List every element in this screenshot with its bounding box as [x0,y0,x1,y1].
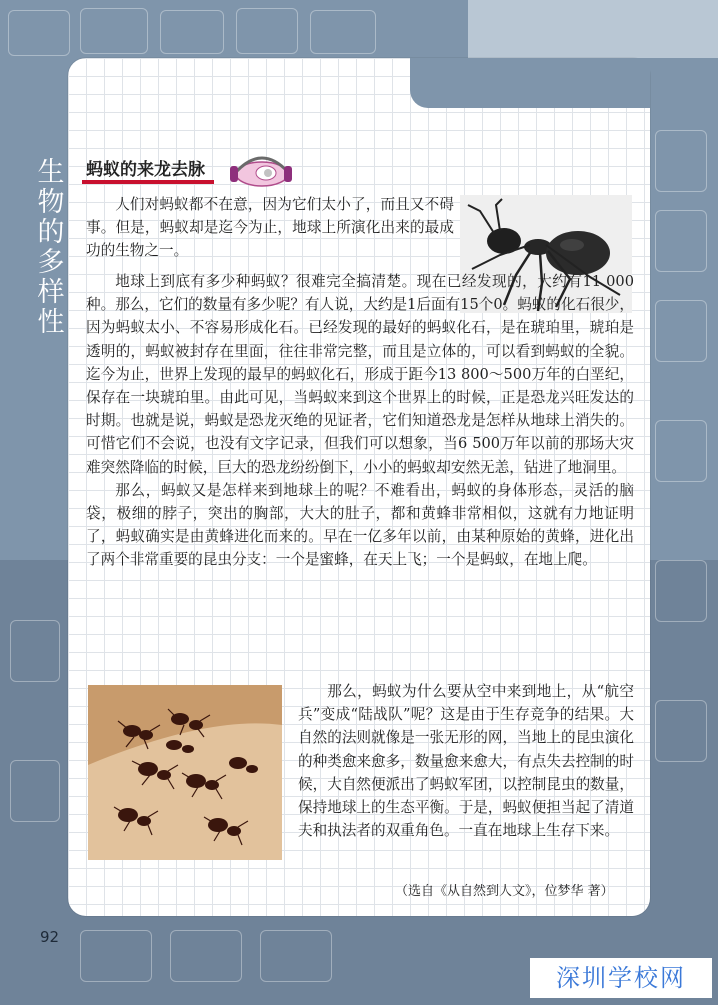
ants-group-photo [88,685,282,860]
background-light-corner [468,0,718,58]
puzzle-piece [80,8,148,54]
puzzle-piece [655,300,707,362]
card-corner-cut [410,58,650,108]
puzzle-piece [655,130,707,192]
paragraph-3: 那么，蚂蚁又是怎样来到地球上的呢？不难看出，蚂蚁的身体形态，灵活的脑袋，极细的脖子，突出的胸部，大大的肚子，都和黄蜂非常相似，这就有力地证明了，蚂蚁确实是由黄蜂进化而来的。早在一亿多年以前，由某种原始的黄蜂，进化出了两个非常重要的昆虫分支：一个是蜜蜂，在天上飞；一个是蚂蚁，在地上爬。 [86,481,634,569]
text-block-main [86,270,634,572]
puzzle-piece [170,930,242,982]
puzzle-piece [8,10,70,56]
puzzle-piece [160,10,224,54]
puzzle-piece [10,620,60,682]
page-number: 92 [40,928,60,946]
puzzle-piece [80,930,152,982]
puzzle-piece [10,760,60,822]
puzzle-piece [310,10,376,54]
paragraph-4: 那么，蚂蚁为什么要从空中来到地上，从“航空兵”变成“陆战队”呢？这是由于生存竞争的结果。大自然的法则就像是一张无形的网，当地上的昆虫演化的种类愈来愈多，数量愈来愈大，有点失去控制的时候，大自然便派出了蚂蚁军团，以控制昆虫的数量，保持地球上的生态平衡。于是，蚂蚁便担当起了清道夫和执法者的双重角色。一直在地球上生存下来。 [298,683,634,840]
watermark: 深圳学校网 [530,958,712,998]
side-title-char: 多 [37,247,65,278]
article-heading: 蚂蚁的来龙去脉 [86,160,205,180]
headphones-bubble-icon [226,148,296,192]
puzzle-piece [655,700,707,762]
puzzle-piece [655,420,707,482]
chapter-side-title [34,158,68,338]
text-block-bottom [298,680,634,842]
puzzle-piece [655,560,707,622]
side-title-char: 物 [37,187,65,218]
puzzle-piece [655,210,707,272]
puzzle-piece [236,8,298,54]
side-title-char: 生 [37,157,65,188]
heading-underline [82,180,214,184]
side-title-char: 性 [37,307,65,338]
puzzle-piece [260,930,332,982]
side-title-char: 的 [37,217,65,248]
side-title-char: 样 [37,277,65,308]
text-block-top [86,193,454,263]
paragraph-2: 地球上到底有多少种蚂蚁？很难完全搞清楚。现在已经发现的，大约有11 000种。那么，它们的数量有多少呢？有人说，大约是1后面有15个0。蚂蚁的化石很少，因为蚂蚁太小、不容易形成化石。已经发现的最好的蚂蚁化石，是在琥珀里，琥珀是透明的，蚂蚁被封存在里面，往往非常完整，而且是立体的，可以看到蚂蚁的全貌。迄今为止，世界上发现的最早的蚂蚁化石，形成于距今13 800～500万年的白垩纪，保存在一块琥珀里。由此可见，当蚂蚁来到这个世界上的时候，正是恐龙兴旺发达的时期。也就是说，蚂蚁是恐龙灭绝的见证者，它们知道恐龙是怎样从地球上消失的。可惜它们不会说，也没有文字记录，但我们可以想象，当6 500万年以前的那场大灾难突然降临的时候，巨大的恐龙纷纷倒下，小小的蚂蚁却安然无恙，钻进了地洞里。 [86,273,634,476]
paragraph-1: 人们对蚂蚁都不在意，因为它们太小了，而且又不碍事。但是，蚂蚁却是迄今为止，地球上所演化出来的最成功的生物之一。 [86,196,454,260]
source-citation: （选自《从自然到人文》，位梦华 著） [395,884,614,899]
